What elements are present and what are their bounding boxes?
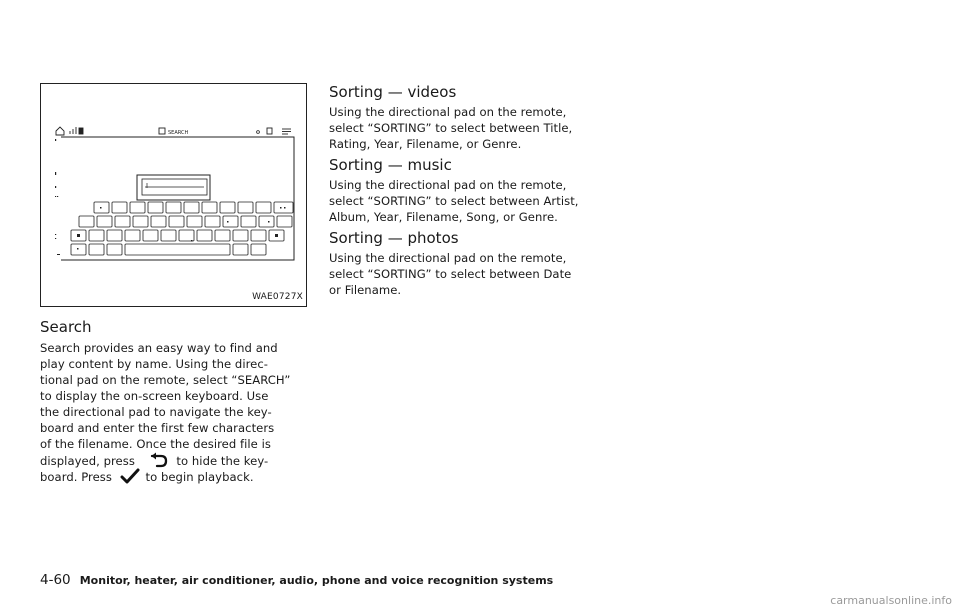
settings-icon — [267, 128, 272, 134]
on-screen-keyboard — [71, 202, 293, 255]
search-text-line: to display the on-screen keyboard. Use — [40, 389, 269, 403]
space-key — [125, 244, 230, 255]
search-heading: Search — [40, 318, 92, 336]
sorting-photos-heading: Sorting — photos — [329, 229, 459, 247]
sorting-photos-line: select “SORTING” to select between Date — [329, 267, 572, 281]
sorting-photos-line: or Filename. — [329, 283, 402, 297]
search-text-line — [40, 468, 254, 488]
search-line8-end: to hide the key- — [176, 454, 269, 468]
figure-code: WAE0727X — [252, 292, 303, 302]
sorting-music-heading: Sorting — music — [329, 156, 452, 174]
screen-title: SEARCH — [168, 130, 189, 136]
sorting-videos-line: Using the directional pad on the remote, — [329, 105, 567, 119]
search-line8-start: displayed, press — [40, 454, 135, 468]
search-text-line: the directional pad to navigate the key- — [40, 405, 272, 419]
sorting-photos-line: Using the directional pad on the remote, — [329, 251, 567, 265]
page-footer — [40, 569, 553, 588]
page-number: 4-60 — [40, 572, 71, 588]
chapter-title: Monitor, heater, air conditioner, audio, phone and voice recognition systems — [79, 574, 554, 587]
sorting-music-line: select “SORTING” to select between Artist, — [329, 194, 579, 208]
search-line9-start: board. Press — [40, 470, 112, 484]
sorting-videos-line: Rating, Year, Filename, or Genre. — [329, 137, 522, 151]
search-keyboard-illustration — [41, 84, 305, 305]
search-line9-end: to begin playback. — [145, 470, 254, 484]
search-text-line: play content by name. Using the direc- — [40, 357, 268, 371]
home-icon — [56, 127, 64, 135]
search-text-line: Search provides an easy way to find and — [40, 341, 278, 355]
figure-search-screen — [40, 83, 307, 307]
search-text-line: tional pad on the remote, select “SEARCH” — [40, 373, 291, 387]
sorting-videos-line: select “SORTING” to select between Title, — [329, 121, 573, 135]
search-text-line: board and enter the first few characters — [40, 421, 275, 435]
watermark[interactable]: carmanualsonline.info — [830, 594, 952, 607]
checkmark-icon — [120, 468, 140, 488]
search-text-line: of the filename. Once the desired file is — [40, 437, 271, 451]
sorting-music-line: Album, Year, Filename, Song, or Genre. — [329, 210, 558, 224]
sorting-videos-heading: Sorting — videos — [329, 83, 457, 101]
sorting-music-line: Using the directional pad on the remote, — [329, 178, 567, 192]
